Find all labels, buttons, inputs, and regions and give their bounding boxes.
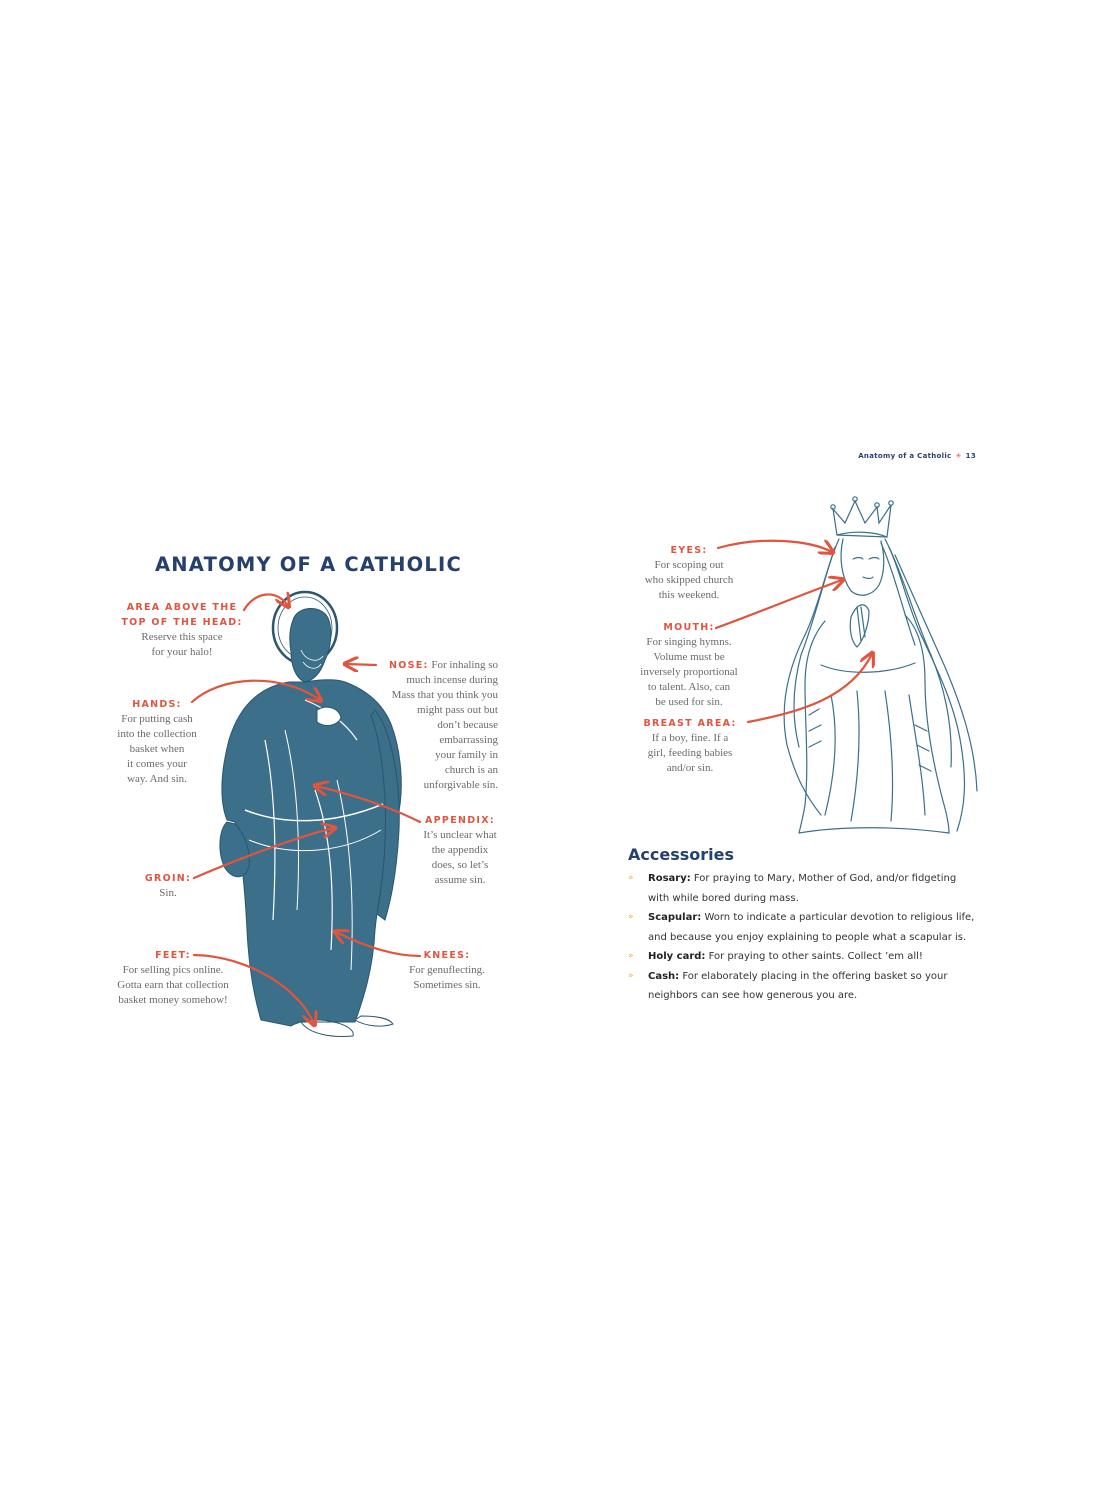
callout-label: APPENDIX: bbox=[425, 815, 495, 826]
callout-text: way. And sin. bbox=[127, 773, 187, 785]
callout-text: For singing hymns. bbox=[646, 636, 732, 648]
callout-text: does, so let’s bbox=[431, 859, 489, 871]
callout-label: AREA ABOVE THE bbox=[126, 602, 238, 613]
callout-label: KNEES: bbox=[423, 950, 471, 961]
page-title: ANATOMY OF A CATHOLIC bbox=[155, 553, 463, 576]
item-text: with while bored during mass. bbox=[648, 892, 799, 904]
callout-knees bbox=[398, 948, 496, 993]
callout-text: Volume must be bbox=[653, 651, 725, 663]
callout-text: it comes your bbox=[127, 758, 187, 770]
running-head-title: Anatomy of a Catholic bbox=[858, 452, 952, 460]
callout-text: this weekend. bbox=[658, 589, 720, 601]
item-text: and because you enjoy explaining to people what a scapular is. bbox=[648, 931, 967, 943]
item-text: For elaborately placing in the offering basket so your bbox=[679, 970, 948, 982]
callout-text: to talent. Also, can bbox=[647, 681, 731, 693]
callout-text: embarrassing bbox=[439, 734, 498, 746]
callout-eyes bbox=[630, 543, 748, 603]
callout-text: For putting cash bbox=[121, 713, 193, 725]
list-item bbox=[628, 869, 988, 908]
callout-text: be used for sin. bbox=[655, 696, 723, 708]
callout-text: much incense during bbox=[406, 674, 498, 686]
callout-text: Mass that you think you bbox=[391, 689, 498, 701]
callout-label: TOP OF THE HEAD: bbox=[121, 617, 243, 628]
callout-label: MOUTH: bbox=[663, 622, 715, 633]
callout-label: HANDS: bbox=[132, 699, 182, 710]
bullet-icon: » bbox=[628, 912, 634, 922]
callout-nose bbox=[360, 658, 498, 793]
item-term: Cash: bbox=[648, 970, 680, 982]
bullet-icon: » bbox=[628, 951, 634, 961]
bullet-icon: » bbox=[628, 970, 634, 981]
arrow-groin bbox=[194, 828, 334, 878]
callout-text: don’t because bbox=[437, 719, 498, 731]
item-text: neighbors can see how generous you are. bbox=[648, 990, 858, 1001]
item-text: Worn to indicate a particular devotion to religious life, bbox=[701, 912, 975, 923]
callout-text: girl, feeding babies bbox=[647, 747, 733, 759]
callout-text: and/or sin. bbox=[666, 762, 714, 774]
callout-text: might pass out but bbox=[417, 704, 498, 716]
item-text: For praying to other saints. Collect ’em all! bbox=[705, 951, 923, 962]
callout-groin bbox=[138, 871, 198, 901]
callout-text: Sin. bbox=[159, 887, 177, 899]
callout-text: For inhaling so bbox=[431, 659, 498, 671]
callout-label: FEET: bbox=[155, 950, 191, 961]
callout-label: EYES: bbox=[670, 545, 708, 556]
accessories-list bbox=[628, 869, 988, 1006]
page-number: 13 bbox=[965, 452, 976, 460]
bullet-icon: » bbox=[628, 873, 634, 883]
accessories-heading: Accessories bbox=[628, 845, 734, 864]
running-head-separator: ✳ bbox=[955, 452, 962, 460]
left-page bbox=[0, 0, 557, 1500]
list-item bbox=[628, 908, 988, 947]
item-term: Rosary: bbox=[648, 873, 691, 884]
callout-text: It’s unclear what bbox=[423, 829, 497, 841]
callout-appendix bbox=[408, 813, 512, 888]
callout-text: the appendix bbox=[431, 844, 489, 856]
item-term: Scapular: bbox=[648, 912, 702, 923]
callout-text: into the collection bbox=[117, 728, 197, 740]
callout-text: basket when bbox=[129, 743, 185, 755]
callout-label: BREAST AREA: bbox=[643, 718, 737, 729]
callout-text: your family in bbox=[435, 749, 498, 761]
list-item bbox=[628, 967, 988, 1006]
list-item bbox=[628, 947, 988, 967]
callout-text: Gotta earn that collection bbox=[117, 979, 229, 991]
callout-text: for your halo! bbox=[151, 646, 213, 658]
item-term: Holy card: bbox=[648, 951, 706, 962]
callout-feet bbox=[104, 948, 242, 1008]
callout-text: Reserve this space bbox=[141, 631, 223, 643]
arrow-breast-area bbox=[748, 654, 872, 722]
callout-text: inversely proportional bbox=[640, 666, 738, 678]
callout-text: basket money somehow! bbox=[118, 994, 228, 1006]
callout-label: GROIN: bbox=[144, 873, 192, 884]
callout-text: For scoping out bbox=[654, 559, 724, 571]
callout-area-above-head bbox=[112, 600, 252, 660]
callout-mouth bbox=[628, 620, 750, 710]
callout-label: NOSE: bbox=[388, 660, 429, 671]
callout-text: church is an bbox=[444, 764, 498, 776]
callout-breast-area bbox=[634, 716, 746, 776]
item-text: For praying to Mary, Mother of God, and/or fidgeting bbox=[690, 873, 957, 884]
callout-text: For selling pics online. bbox=[122, 964, 224, 976]
callout-text: assume sin. bbox=[434, 874, 486, 886]
callout-hands bbox=[100, 697, 214, 787]
callout-text: For genuflecting. bbox=[409, 964, 485, 976]
callout-text: If a boy, fine. If a bbox=[651, 732, 729, 744]
callout-text: who skipped church bbox=[644, 574, 734, 586]
callout-text: unforgivable sin. bbox=[423, 779, 498, 791]
callout-text: Sometimes sin. bbox=[413, 979, 481, 991]
